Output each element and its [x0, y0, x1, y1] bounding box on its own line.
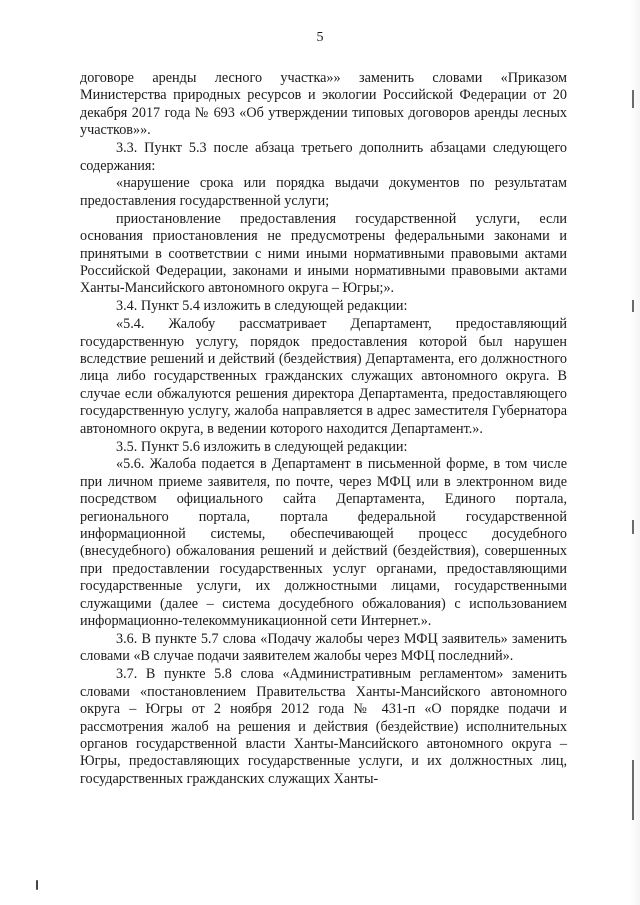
scan-artifact — [36, 880, 38, 890]
paragraph-3-4: 3.4. Пункт 5.4 изложить в следующей редакции: — [116, 298, 408, 315]
paragraph-3-3: 3.3. Пункт 5.3 после абзаца третьего дополнить абзацами следующего содержания: — [80, 140, 567, 174]
paragraph-3-7: 3.7. В пункте 5.8 слова «Административным регламентом» заменить словами «постановлением Правительства Ханты-Мансийского автономного округа – Югры от 2 ноября 2012 года № 431-п «О порядке подачи и рассмотрения жалоб на решения и действия (бездействие) исполнительных органов государственной власти Ханты-Мансийского автономного округа – Югры, предоставляющих государственные услуги, и их должностных лиц, государственных гражданских служащих Ханты- — [80, 666, 567, 787]
page-number: 5 — [316, 30, 324, 45]
paragraph-suspension: приостановление предоставления государственной услуги, если основания приостановления не предусмотрены федеральными законами и принятыми в соответствии с ними иными нормативными правовыми актами Российской Федерации, законами и иными нормативными правовыми актами Ханты-Мансийского автономного округа – Югры;». — [80, 210, 567, 297]
paragraph-5-6: «5.6. Жалоба подается в Департамент в письменной форме, в том числе при личном приеме заявителя, по почте, через МФЦ или в электронном виде посредством официального сайта Департамента, Единого портала, регионального портала, портала федеральной государственной информационной системы, обеспечивающей процесс досудебного (внесудебного) обжалования решений и действий (бездействия), совершенных при предоставлении государственных услуг органами, предоставляющими государственные услуги, их должностными лицами, государственными служащими (далее – система досудебного обжалования) с использованием информационно-телекоммуникационной сети Интернет.». — [80, 456, 567, 630]
paragraph-5-4: «5.4. Жалобу рассматривает Департамент, предоставляющий государственную услугу, порядок предоставления которой был нарушен вследствие решений и действий (бездействия) Департамента, его должностного лица либо государственных гражданских служащих автономного округа. В случае если обжалуются решения директора Департамента, предоставляющего государственную услугу, жалоба направляется в адрес заместителя Губернатора автономного округа, в ведении которого находится Департамент.». — [80, 316, 567, 437]
scan-artifact — [632, 520, 634, 534]
scan-artifact — [632, 760, 634, 820]
scan-artifact — [632, 300, 634, 312]
paragraph-3-5: 3.5. Пункт 5.6 изложить в следующей редакции: — [116, 438, 408, 455]
document-body — [80, 70, 567, 789]
paragraph-3-6: 3.6. В пункте 5.7 слова «Подачу жалобы через МФЦ заявитель» заменить словами «В случае подачи заявителем жалобы через МФЦ последний». — [80, 631, 567, 665]
scan-artifact — [632, 90, 634, 108]
paragraph-continuation: договоре аренды лесного участка»» заменить словами «Приказом Министерства природных ресурсов и экологии Российской Федерации от 20 декабря 2017 года № 693 «Об утверждении типовых договоров аренды лесных участков»». — [80, 70, 567, 139]
paragraph-quote-violation: «нарушение срока или порядка выдачи документов по результатам предоставления государственной услуги; — [80, 175, 567, 209]
